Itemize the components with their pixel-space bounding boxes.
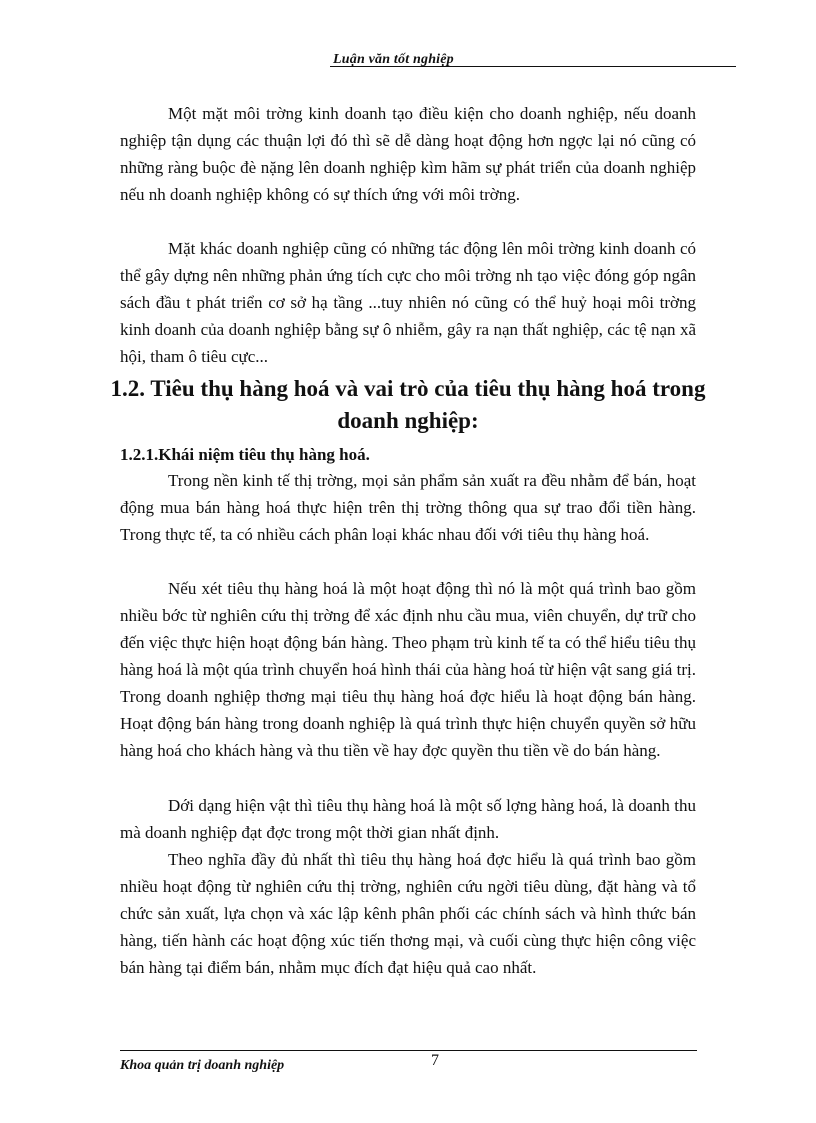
header-title: Luận văn tốt nghiệp <box>333 52 454 67</box>
header-rule <box>330 66 736 67</box>
paragraph-environment-impact: Một mặt môi trờng kinh doanh tạo điều kiện cho doanh nghiệp, nếu doanh nghiệp tận dụng các thuận lợi đó thì sẽ dễ dàng hoạt động hơn ngợc lại nó cũng có những ràng buộc đè nặng lên doanh nghiệp kìm hãm sự phát triển của doanh nghiệp nếu nh doanh nghiệp không có sự thích ứng với môi trờng. <box>120 104 696 204</box>
paragraph-physical-form: Dới dạng hiện vật thì tiêu thụ hàng hoá là một số lợng hàng hoá, là doanh thu mà doanh nghiệp đạt đợc trong một thời gian nhất định. <box>120 796 696 842</box>
footer-rule <box>120 1050 697 1051</box>
subsection-heading: 1.2.1.Khái niệm tiêu thụ hàng hoá. <box>120 445 370 464</box>
paragraph-market-economy: Trong nền kinh tế thị trờng, mọi sản phẩm sản xuất ra đều nhằm để bán, hoạt động mua bán hàng hoá thực hiện trên thị trờng thông qua sự trao đổi tiền hàng. Trong thực tế, ta có nhiều cách phân loại khác nhau đối với tiêu thụ hàng hoá. <box>120 471 696 544</box>
page-number: 7 <box>431 1052 439 1069</box>
section-heading: 1.2. Tiêu thụ hàng hoá và vai trò của tiêu thụ hàng hoá trong doanh nghiệp: <box>110 376 706 433</box>
paragraph-business-impact: Mặt khác doanh nghiệp cũng có những tác động lên môi trờng kinh doanh có thể gây dựng nên những phản ứng tích cực cho môi trờng nh tạo việc đóng góp ngân sách đầu t phát triển cơ sở hạ tầng ...tuy nhiên nó cũng có thể huỷ hoại môi trờng kinh doanh của doanh nghiệp bằng sự ô nhiễm, gây ra nạn thất nghiệp, các tệ nạn xã hội, tham ô tiêu cực... <box>120 239 696 366</box>
footer-department: Khoa quản trị doanh nghiệp <box>120 1058 285 1073</box>
paragraph-consumption-process: Nếu xét tiêu thụ hàng hoá là một hoạt động thì nó là một quá trình bao gồm nhiều bớc từ nghiên cứu thị trờng để xác định nhu cầu mua, viên chuyển, dự trữ cho đến việc thực hiện hoạt động bán hàng. Theo phạm trù kinh tế ta có thể hiểu tiêu thụ hàng hoá là một qúa trình chuyển hoá hình thái của hàng hoá từ hiện vật sang giá trị. Trong doanh nghiệp thơng mại tiêu thụ hàng hoá đợc hiểu là hoạt động bán hàng. Hoạt động bán hàng trong doanh nghiệp là quá trình thực hiện chuyển quyền sở hữu hàng hoá cho khách hàng và thu tiền về hay đợc quyền thu tiền về do bán hàng. <box>120 579 696 760</box>
paragraph-full-meaning: Theo nghĩa đầy đủ nhất thì tiêu thụ hàng hoá đợc hiểu là quá trình bao gồm nhiều hoạt động từ nghiên cứu thị trờng, nghiên cứu ngời tiêu dùng, đặt hàng và tổ chức sản xuất, lựa chọn và xác lập kênh phân phối các chính sách và hình thức bán hàng, tiến hành các hoạt động xúc tiến thơng mại, và cuối cùng thực hiện công việc bán hàng tại điểm bán, nhằm mục đích đạt hiệu quả cao nhất. <box>120 850 696 977</box>
